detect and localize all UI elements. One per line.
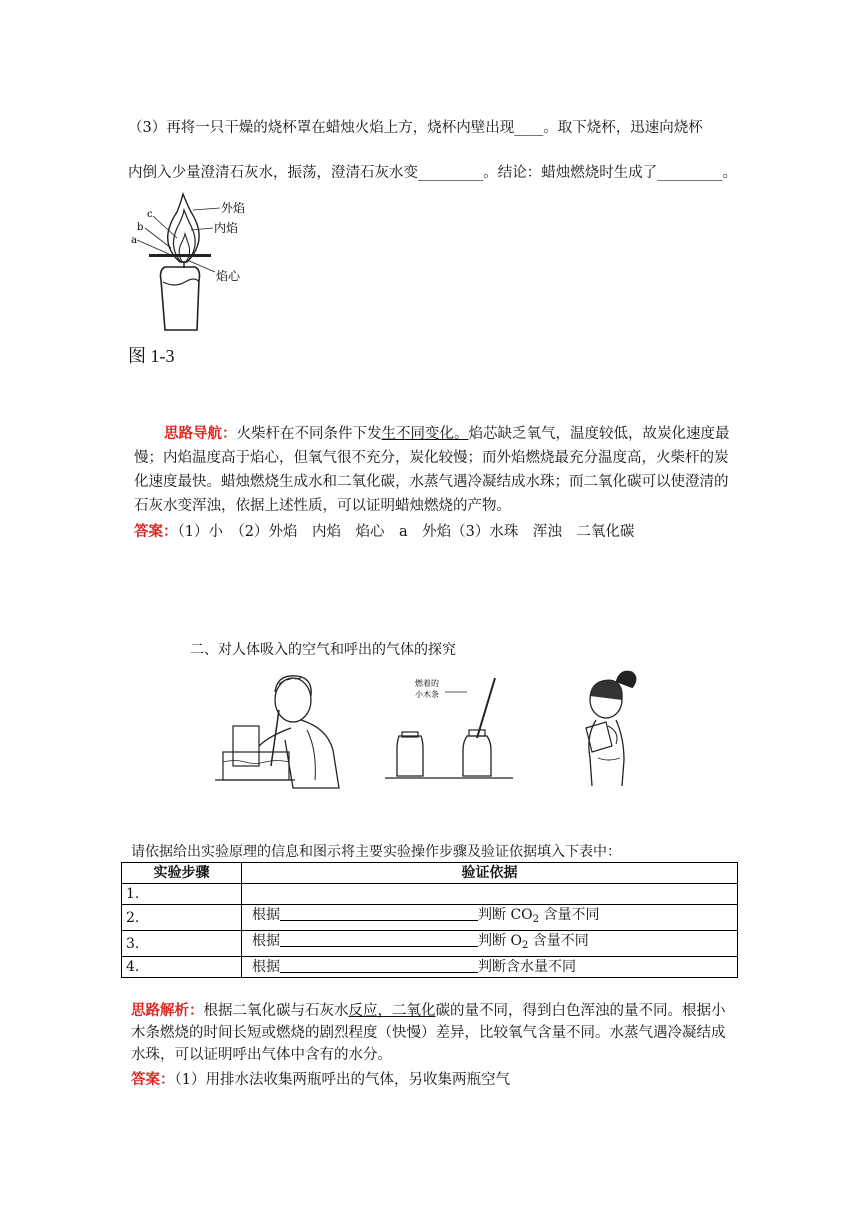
wood-stick-label-line-1: 燃着的 — [415, 679, 439, 688]
wood-stick-label-line-2: 小木条 — [415, 690, 439, 699]
label-c: c — [147, 209, 153, 220]
evidence-cell — [242, 884, 738, 905]
experiment-table — [121, 862, 738, 978]
label-a: a — [131, 235, 137, 246]
girl-reading-figure — [572, 666, 652, 790]
fill-blank[interactable] — [280, 958, 478, 973]
step-cell: 2. — [122, 905, 242, 931]
analysis-paragraph: 思路解析：根据二氧化碳与石灰水反应，二氧化碳的量不同，得到白色浑浊的量不同。根据小木条燃烧的时间长短或燃烧的剧烈程度（快慢）差异，比较氧气含量不同。水蒸气遇冷凝结成水珠，可以证明呼出气体中含有的水分。 — [131, 1002, 726, 1063]
section-2-title: 二、对人体吸入的空气和呼出的气体的探究 — [190, 642, 456, 658]
bottles-figure — [385, 670, 525, 780]
step-cell: 3. — [122, 931, 242, 957]
header-evidence: 验证依据 — [242, 863, 738, 884]
table-header-row — [122, 863, 738, 884]
label-inner-flame: 内焰 — [214, 221, 239, 235]
step-cell: 4. — [122, 957, 242, 978]
outer-flame — [168, 194, 199, 262]
answer-2: 答案：（1）用排水法收集两瓶呼出的气体，另收集两瓶空气 — [131, 1071, 510, 1088]
table-row — [122, 905, 738, 931]
guide-heading: 思路导航： — [164, 425, 237, 442]
evidence-cell: 根据 判断含水量不同 — [242, 957, 738, 978]
answer-2-heading: 答案： — [131, 1071, 175, 1088]
q3-line-1: （3）再将一只干燥的烧杯罩在蜡烛火焰上方，烧杯内壁出现____。取下烧杯，迅速向烧杯 — [128, 120, 703, 136]
fill-blank[interactable] — [280, 932, 478, 947]
label-outer-flame: 外焰 — [221, 201, 246, 215]
instruction-text: 请依据给出实验原理的信息和图示将主要实验操作步骤及验证依据填入下表中： — [131, 844, 621, 860]
label-b: b — [137, 222, 144, 233]
step-cell: 1. — [122, 884, 242, 905]
q3-line-2: 内倒入少量澄清石灰水，振荡，澄清石灰水变_________。结论：蜡烛燃烧时生成了_________。 — [128, 165, 737, 181]
fill-blank[interactable] — [280, 906, 478, 921]
answer-1: 答案：（1）小 （2）外焰 内焰 焰心 a 外焰（3）水珠 浑浊 二氧化碳 — [134, 523, 635, 540]
header-steps: 实验步骤 — [122, 863, 242, 884]
evidence-cell: 根据 判断 $CO_2$ 含量不同 — [242, 905, 738, 931]
table-row — [122, 884, 738, 905]
flame-core — [179, 234, 189, 262]
label-flame-core: 焰心 — [216, 269, 241, 283]
analysis-heading: 思路解析： — [131, 1002, 204, 1019]
candle-body — [161, 267, 200, 330]
answer-1-heading: 答案： — [134, 523, 178, 540]
table-row — [122, 931, 738, 957]
figure-caption: 图 1-3 — [128, 346, 175, 366]
candle-flame-figure — [125, 190, 260, 335]
table-row — [122, 957, 738, 978]
evidence-cell: 根据 判断 $O_2$ 含量不同 — [242, 931, 738, 957]
guide-paragraph: 思路导航：火柴杆在不同条件下发生不同变化。焰芯缺乏氧气，温度较低，故炭化速度最慢；内焰温度高于焰心，但氧气很不充分，炭化较慢；而外焰燃烧最充分温度高，火柴杆的炭化速度最快。蜡烛燃烧生成水和二氧化碳，水蒸气遇冷凝结成水珠；而二氧化碳可以使澄清的石灰水变浑浊，依据上述性质，可以证明蜡烛燃烧的产物。 — [134, 425, 730, 514]
boy-blowing-figure — [215, 670, 355, 795]
